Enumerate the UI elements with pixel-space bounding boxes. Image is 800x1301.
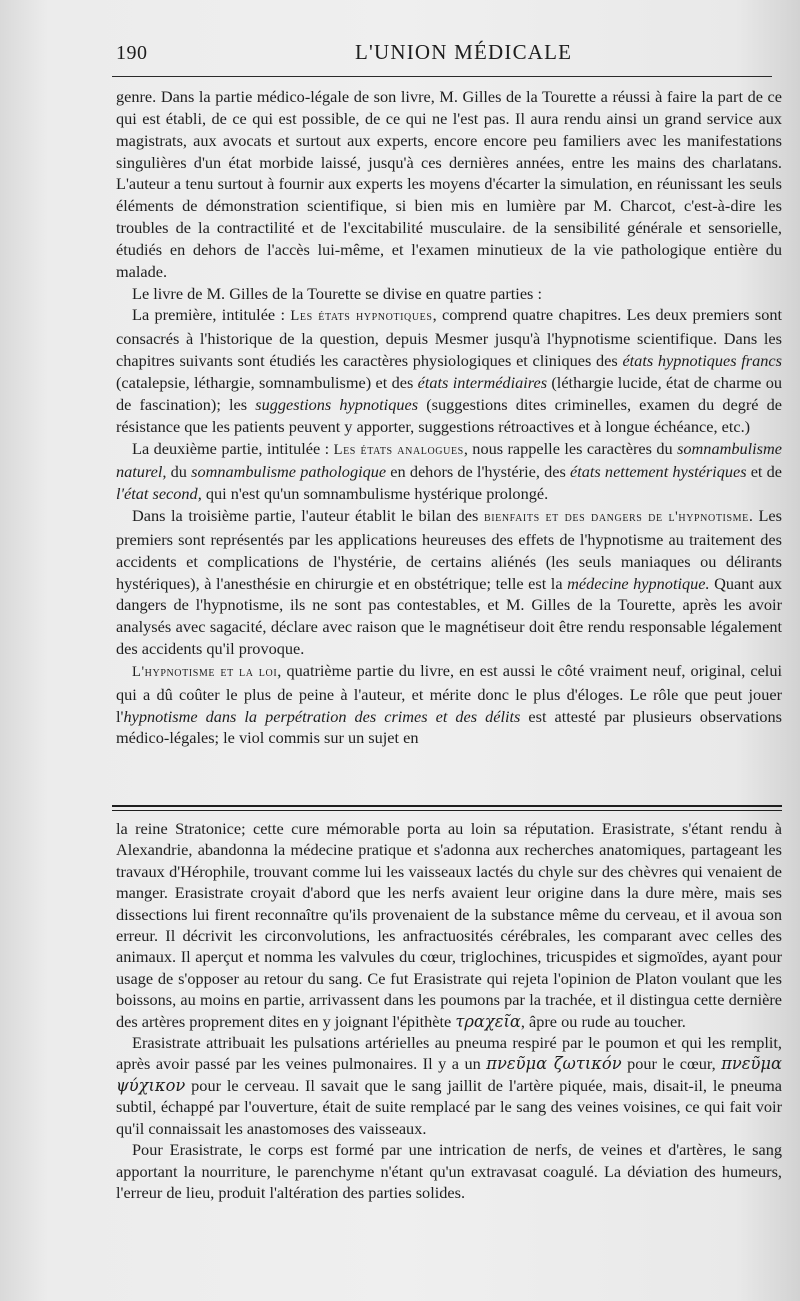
- italic-term: états hypnotiques francs: [622, 351, 782, 371]
- italic-term: somnambulisme naturel,: [116, 438, 782, 482]
- page-number: 190: [116, 42, 148, 64]
- small-caps-title: bienfaits et des dangers de l'hypnotisme: [483, 509, 749, 526]
- paragraph: Dans la troisième partie, l'auteur établit le bilan des bienfaits et des dangers de l'hypnotisme. Les premiers sont représentés par les applications heureuses des effets de l'hypnotisme au traitement des accidents et complications de l'hystérie, de certains aliénés (les seuls maniaques ou délirants hystériques), à l'anesthésie en chirurgie et en obstétrique; telle est la médecine hypnotique. Quant aux dangers de l'hypnotisme, ils ne sont pas contestables, et M. Gilles de la Tourette, après les avoir analysés avec sagacité, déclare avec raison que le magnétiseur doit être rendu responsable légalement des accidents qu'il provoque.: [116, 506, 783, 659]
- italic-term: états intermédiaires: [417, 372, 548, 392]
- italic-term: hypnotisme dans la perpétration des crimes et des délits: [123, 706, 521, 726]
- paragraph: La deuxième partie, intitulée : Les états analogues, nous rappelle les caractères du somnambulisme naturel, du somnambulisme pathologique en dehors de l'hystérie, des états nettement hystériques et de l'état second, qui n'est qu'un somnambulisme hystérique prolongé.: [116, 438, 782, 504]
- section-divider: [112, 805, 782, 811]
- paragraph: la reine Stratonice; cette cure mémorable porta au loin sa réputation. Erasistrate, s'étant rendu à Alexandrie, abandonna la médecine pratique et s'adonna aux recherches anatomiques, partageant les travaux d'Hérophile, trouvant comme lui les vaisseaux lactés du chyle sur des chèvres qui venaient de manger. Erasistrate croyait d'abord que les nerfs avaient leur origine dans la dure mère, mais ses dissections lui firent reconnaître qu'ils provenaient de la substance même du cerveau, et il avoua son erreur. Il décrivit les circonvolutions, les anfractuosités cérébrales, les comparant avec celles des animaux. Il aperçut et nomma les valvules du cœur, triglochines, tricuspides et sigmoïdes, ayant pour usage de s'opposer au retour du sang. Ce fut Erasistrate qui rejeta l'opinion de Platon voulant que les boissons, au moins en partie, arrivassent dans les poumons par la trachée, et il distingua cette dernière des artères proprement dites en y joignant l'épithète τραχεῖα, âpre ou rude au toucher.: [116, 819, 782, 1031]
- paragraph: La première, intitulée : Les états hypnotiques, comprend quatre chapitres. Les deux premiers sont consacrés à l'historique de la question, depuis Mesmer jusqu'à l'hypnotisme scientifique. Dans les chapitres suivants sont étudiés les caractères physiologiques et cliniques des états hypnotiques francs (catalepsie, léthargie, somnambulisme) et des états intermédiaires (léthargie lucide, état de charme ou de fascination); les suggestions hypnotiques (suggestions dites criminelles, examen du degré de résistance que les patients peuvent y apporter, suggestions rétroactives et à longue échéance, etc.): [116, 305, 783, 436]
- paragraph: genre. Dans la partie médico-légale de son livre, M. Gilles de la Tourette a réussi à faire la part de ce qui est établi, de ce qui est possible, de ce qui ne l'est pas. Il aura rendu ainsi un grand service aux magistrats, aux avocats et surtout aux experts, encore encore peu familiers avec les manifestations singulières d'un état morbide laissé, jusqu'à ces dernières années, entre les mains des charlatans. L'auteur a tenu surtout à fournir aux experts les moyens d'écarter la simulation, en réunissant les seuls éléments de démonstration scientifique, si bien mis en lumière par M. Charcot, c'est-à-dire les troubles de la contractilité et de l'excitabilité musculaire. de la sensibilité générale et sensorielle, étudiés en dehors de l'accès lui-même, et l'examen minutieux de la vie pathologique entière du malade.: [116, 87, 782, 281]
- paragraph: Pour Erasistrate, le corps est formé par une intrication de nerfs, de veines et d'artères, le sang apportant la nourriture, le parenchyme n'étant qu'un extravasat coagulé. La déviation des humeurs, l'erreur de lieu, produit l'altération des parties solides.: [116, 1140, 782, 1202]
- small-caps-title: L'hypnotisme et la loi: [132, 663, 278, 680]
- italic-term: l'état second,: [116, 484, 202, 504]
- paragraph: Erasistrate attribuait les pulsations artérielles au pneuma respiré par le poumon et qui les remplit, après avoir passé par les veines pulmonaires. Il y a un πνεῦμα ζωτικόν pour le cœur, πνεῦμα ψύχικον pour le cerveau. Il savait que le sang jaillit de l'artère piquée, mais, disait-il, le pneuma subtil, échappé par l'ouverture, était de suite remplacé par le sang des veines voisines, ce qui fait voir qu'il connaissait les anastomoses des vaisseaux.: [116, 1033, 782, 1138]
- greek-term: πνεῦμα ψύχικον: [116, 1054, 782, 1095]
- greek-term: τραχεῖα: [455, 1011, 521, 1031]
- bottom-article: [116, 818, 782, 1203]
- italic-term: médecine hypnotique.: [567, 573, 710, 593]
- italic-term: états nettement hystériques: [570, 462, 747, 482]
- top-article: [116, 86, 782, 749]
- small-caps-title: Les états analogues: [333, 441, 464, 458]
- italic-term: somnambulisme pathologique: [191, 462, 387, 482]
- header-rule: [112, 76, 772, 77]
- page-header: [110, 38, 770, 70]
- journal-title: L'UNION MÉDICALE: [355, 40, 573, 64]
- paragraph: L'hypnotisme et la loi, quatrième partie du livre, en est aussi le côté vraiment neuf, original, celui qui a dû coûter le plus de peine à l'auteur, et mérite donc le plus d'éloges. Le rôle que peut jouer l'hypnotisme dans la perpétration des crimes et des délits est attesté par plusieurs observations médico-légales; le viol commis sur un sujet en: [116, 660, 782, 748]
- italic-term: suggestions hypnotiques: [255, 394, 419, 414]
- small-caps-title: Les états hypnotiques: [290, 308, 433, 325]
- paragraph: Le livre de M. Gilles de la Tourette se divise en quatre parties :: [132, 283, 542, 303]
- greek-term: πνεῦμα ζωτικόν: [486, 1054, 622, 1074]
